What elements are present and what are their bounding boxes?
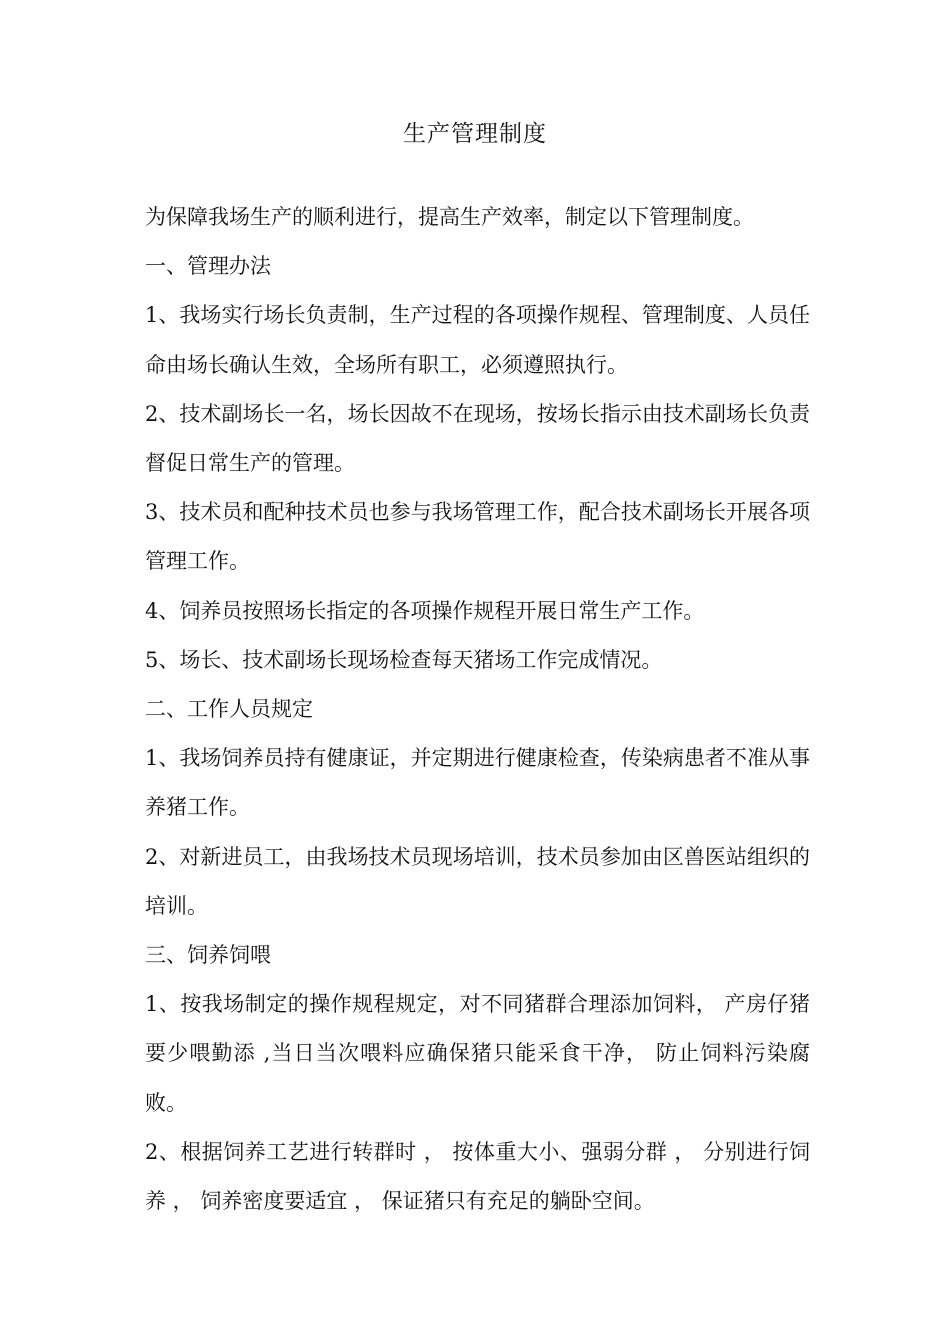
clause-paragraph: 4、饲养员按照场长指定的各项操作规程开展日常生产工作。 — [145, 598, 705, 623]
intro-paragraph: 为保障我场生产的顺利进行，提高生产效率，制定以下管理制度。 — [145, 205, 754, 229]
clause-paragraph: 1、我场实行场长负责制，生产过程的各项操作规程、管理制度、人员任命由场长确认生效，全场所有职工，必须遵照执行。 — [145, 303, 810, 377]
clause-paragraph: 1、我场饲养员持有健康证，并定期进行健康检查，传染病患者不准从事养猪工作。 — [145, 746, 810, 820]
clause-paragraph: 2、对新进员工，由我场技术员现场培训，技术员参加由区兽医站组织的培训。 — [145, 844, 810, 918]
section-heading-feeding: 三、饲养饲喂 — [145, 943, 271, 968]
clause-paragraph: 1、按我场制定的操作规程规定，对不同猪群合理添加饲料， 产房仔猪要少喂勤添 ,当日当次喂料应确保猪只能采食干净， 防止饲料污染腐败。 — [145, 992, 810, 1115]
document-body — [145, 193, 810, 1226]
clause-paragraph: 2、技术副场长一名，场长因故不在现场，按场长指示由技术副场长负责督促日常生产的管理。 — [145, 401, 810, 476]
section-heading-staff-rules: 二、工作人员规定 — [145, 697, 313, 722]
clause-paragraph: 2、根据饲养工艺进行转群时 ， 按体重大小、强弱分群 ， 分别进行饲养 ， 饲养密度要适宜 ， 保证猪只有充足的躺卧空间。 — [145, 1139, 810, 1214]
clause-paragraph: 3、技术员和配种技术员也参与我场管理工作，配合技术副场长开展各项管理工作。 — [145, 500, 810, 574]
section-heading-management-methods: 一、管理办法 — [145, 254, 271, 279]
document-title: 生产管理制度 — [403, 121, 547, 147]
clause-paragraph: 5、场长、技术副场长现场检查每天猪场工作完成情况。 — [145, 647, 663, 672]
